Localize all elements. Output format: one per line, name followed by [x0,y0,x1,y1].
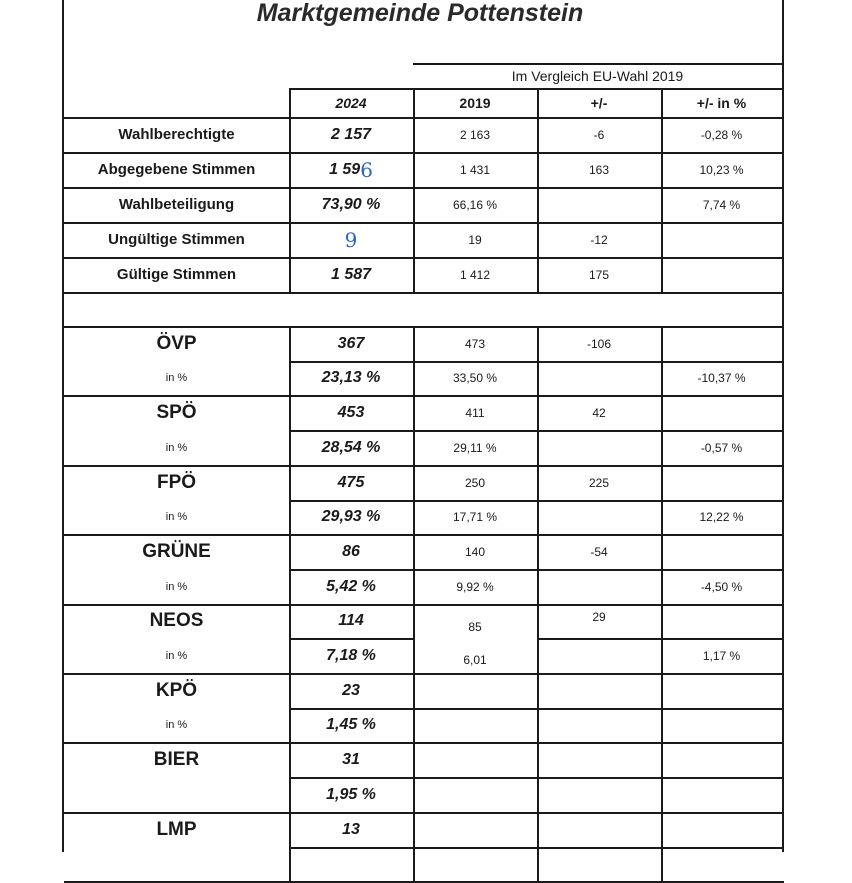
party-votes-2024: 13 [342,820,360,838]
party-votes-2024: 453 [337,403,365,421]
stat-diff: 163 [588,162,610,177]
stat-label: Ungültige Stimmen [108,231,245,248]
party-pct-diff [661,708,782,742]
party-pct-label: in % [165,649,188,662]
party-name: NEOS [149,610,204,631]
party-name: SPÖ [156,401,197,423]
stat-value-2019: 1 412 [459,267,491,282]
party-name: FPÖ [156,471,197,493]
stat-value-2024 [289,117,413,152]
stat-value-2019: 19 [468,232,482,247]
party-pct-diff: -0,57 % [700,440,743,455]
party-votes-2024: 86 [342,542,360,560]
party-name: KPÖ [155,679,198,701]
party-pct-2019 [413,847,537,881]
stat-diff [537,187,661,222]
party-pct-2019: 9,92 % [456,579,494,594]
party-pct-diff [661,777,782,812]
stat-value-2024-text: 1 587 [330,265,372,283]
party-pct-2019: 33,50 % [452,371,498,385]
party-pct-label: in % [165,372,188,384]
party-votes-diff: 29 [592,610,606,624]
party-pct-2019 [413,708,537,742]
stat-diff: 175 [588,267,610,282]
party-votes-2019 [413,742,537,777]
party-pct-diff: 12,22 % [699,510,744,524]
party-pct-2024: 23,13 % [321,369,381,386]
row-line [64,292,784,294]
party-pct-diff: -10,37 % [697,371,746,385]
party-pct-2019: 6,01 [463,652,487,667]
column-header-diff-pct: +/- in % [696,94,747,111]
stat-label: Wahlbeteiligung [118,196,235,213]
party-pct-diff: 1,17 % [702,648,741,663]
stat-diff-pct: 10,23 % [699,162,744,177]
comparison-header: Im Vergleich EU-Wahl 2019 [511,68,684,84]
party-pct-2024: 1,95 % [326,785,376,803]
party-pct-2024: 1,45 % [326,716,376,733]
stat-diff: -6 [593,127,605,142]
party-votes-2024: 475 [337,473,365,491]
party-pct-2019: 17,71 % [452,510,498,524]
party-votes-2024: 367 [337,334,365,352]
stat-label: Wahlberechtigte [118,126,235,143]
party-pct-label: in % [165,511,188,523]
party-votes-2019: 85 [468,620,482,634]
stat-label: Gültige Stimmen [116,266,237,283]
party-pct-2019: 29,11 % [453,440,497,455]
party-pct-2019 [413,777,537,812]
party-pct-2024: 7,18 % [326,646,376,664]
stat-value-2024 [289,187,413,222]
party-pct-2024: 5,42 % [326,577,376,595]
party-votes-2019 [413,673,537,708]
party-pct-diff [661,847,782,881]
handwritten-correction: 9 [344,227,358,252]
party-votes-diff [537,812,661,847]
party-name: GRÜNE [142,540,211,562]
party-pct-label [64,847,289,881]
column-header-2024: 2024 [335,94,367,111]
party-name: ÖVP [156,332,197,354]
party-votes-2019: 250 [464,475,486,490]
party-votes-diff: -54 [590,544,608,559]
stat-value-2024 [289,152,413,187]
stat-value-2024 [289,257,413,292]
column-header-diff: +/- [590,94,608,111]
stat-value-2019: 1 431 [459,162,491,177]
party-votes-2019: 411 [465,405,485,420]
party-pct-diff: -4,50 % [700,579,743,594]
party-votes-2024: 31 [342,750,360,768]
party-votes-2024: 23 [342,681,360,699]
party-votes-2019: 473 [464,336,486,351]
stat-value-2024 [289,222,413,257]
party-name: LMP [156,818,197,840]
page-title: Marktgemeinde Pottenstein [256,0,584,27]
stat-value-2024-text: 73,90 % [321,195,381,213]
party-pct-label: in % [165,441,188,454]
party-votes-diff: -106 [586,336,612,351]
party-pct-2024: 29,93 % [321,508,381,525]
party-pct-label: in % [165,719,188,731]
stat-value-2024-text: 2 157 [330,125,372,143]
party-votes-diff [537,742,661,777]
stat-value-2019: 2 163 [459,127,491,142]
party-votes-diff [537,673,661,708]
party-pct-label [64,777,289,812]
party-pct-label: in % [165,580,188,593]
stat-diff-pct [661,222,782,257]
party-pct-2024: 28,54 % [321,438,381,456]
party-votes-diff: 225 [588,475,610,490]
party-pct-2024 [289,847,413,881]
handwritten-correction: 6 [360,157,373,182]
stat-label: Abgegebene Stimmen [97,161,256,178]
page-frame-right [782,0,784,852]
stat-value-2019: 66,16 % [452,197,498,212]
stat-value-2024-text: 1 59 [329,160,361,178]
party-votes-2024: 114 [338,612,364,629]
stat-diff: -12 [590,232,608,247]
party-votes-2019 [413,812,537,847]
column-header-2019: 2019 [459,94,491,111]
stat-diff-pct: -0,28 % [700,127,743,142]
party-votes-diff: 42 [592,405,606,420]
stat-diff-pct [661,257,782,292]
party-name: BIER [153,748,200,770]
party-votes-2019: 140 [464,544,486,559]
stat-diff-pct: 7,74 % [702,197,741,212]
